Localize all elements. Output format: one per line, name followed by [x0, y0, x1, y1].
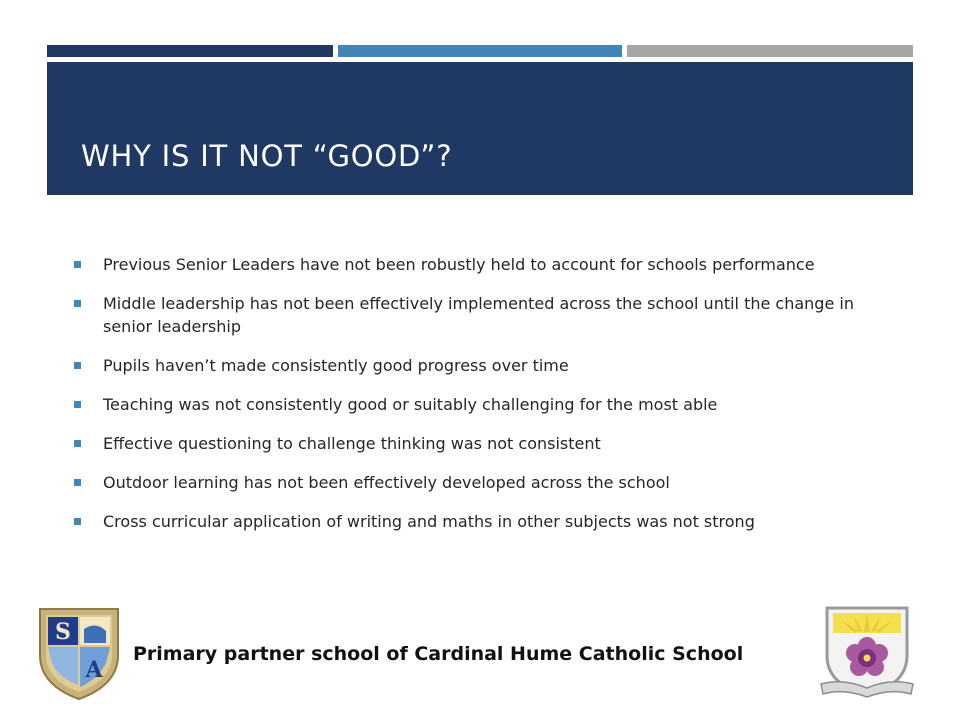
bullet-marker-icon [74, 261, 81, 268]
bullet-text: Effective questioning to challenge thinking was not consistent [103, 434, 601, 453]
accent-bar-blue [338, 45, 622, 57]
school-crest-icon [34, 603, 124, 703]
bullet-item [72, 432, 872, 455]
bullet-text: Outdoor learning has not been effectively developed across the school [103, 473, 670, 492]
bullet-marker-icon [74, 440, 81, 447]
bullet-item [72, 393, 872, 416]
slide-title: WHY IS IT NOT “GOOD”? [81, 139, 453, 173]
bullet-marker-icon [74, 401, 81, 408]
bullet-item [72, 292, 872, 338]
bullet-text: Teaching was not consistently good or suitably challenging for the most able [103, 395, 718, 414]
cardinal-hume-crest-icon [813, 598, 921, 702]
bullet-marker-icon [74, 300, 81, 307]
bullet-text: Middle leadership has not been effectively implemented across the school until the change in senior leadership [103, 294, 854, 336]
bullet-item [72, 253, 872, 276]
bullet-text: Previous Senior Leaders have not been robustly held to account for schools performance [103, 255, 815, 274]
accent-bar-grey [627, 45, 913, 57]
bullet-list [72, 253, 872, 549]
bullet-item [72, 471, 872, 494]
crest-letter-s: S [55, 619, 71, 645]
bullet-item [72, 354, 872, 377]
bullet-marker-icon [74, 479, 81, 486]
rose-heart [864, 655, 871, 662]
bullet-text: Pupils haven’t made consistently good progress over time [103, 356, 569, 375]
bullet-marker-icon [74, 362, 81, 369]
bullet-marker-icon [74, 518, 81, 525]
bullet-item [72, 510, 872, 533]
accent-bar-navy [47, 45, 333, 57]
crest-letter-a: A [85, 657, 103, 683]
bullet-text: Cross curricular application of writing and maths in other subjects was not strong [103, 512, 755, 531]
title-band [47, 62, 913, 195]
footer-caption: Primary partner school of Cardinal Hume Catholic School [133, 643, 744, 665]
